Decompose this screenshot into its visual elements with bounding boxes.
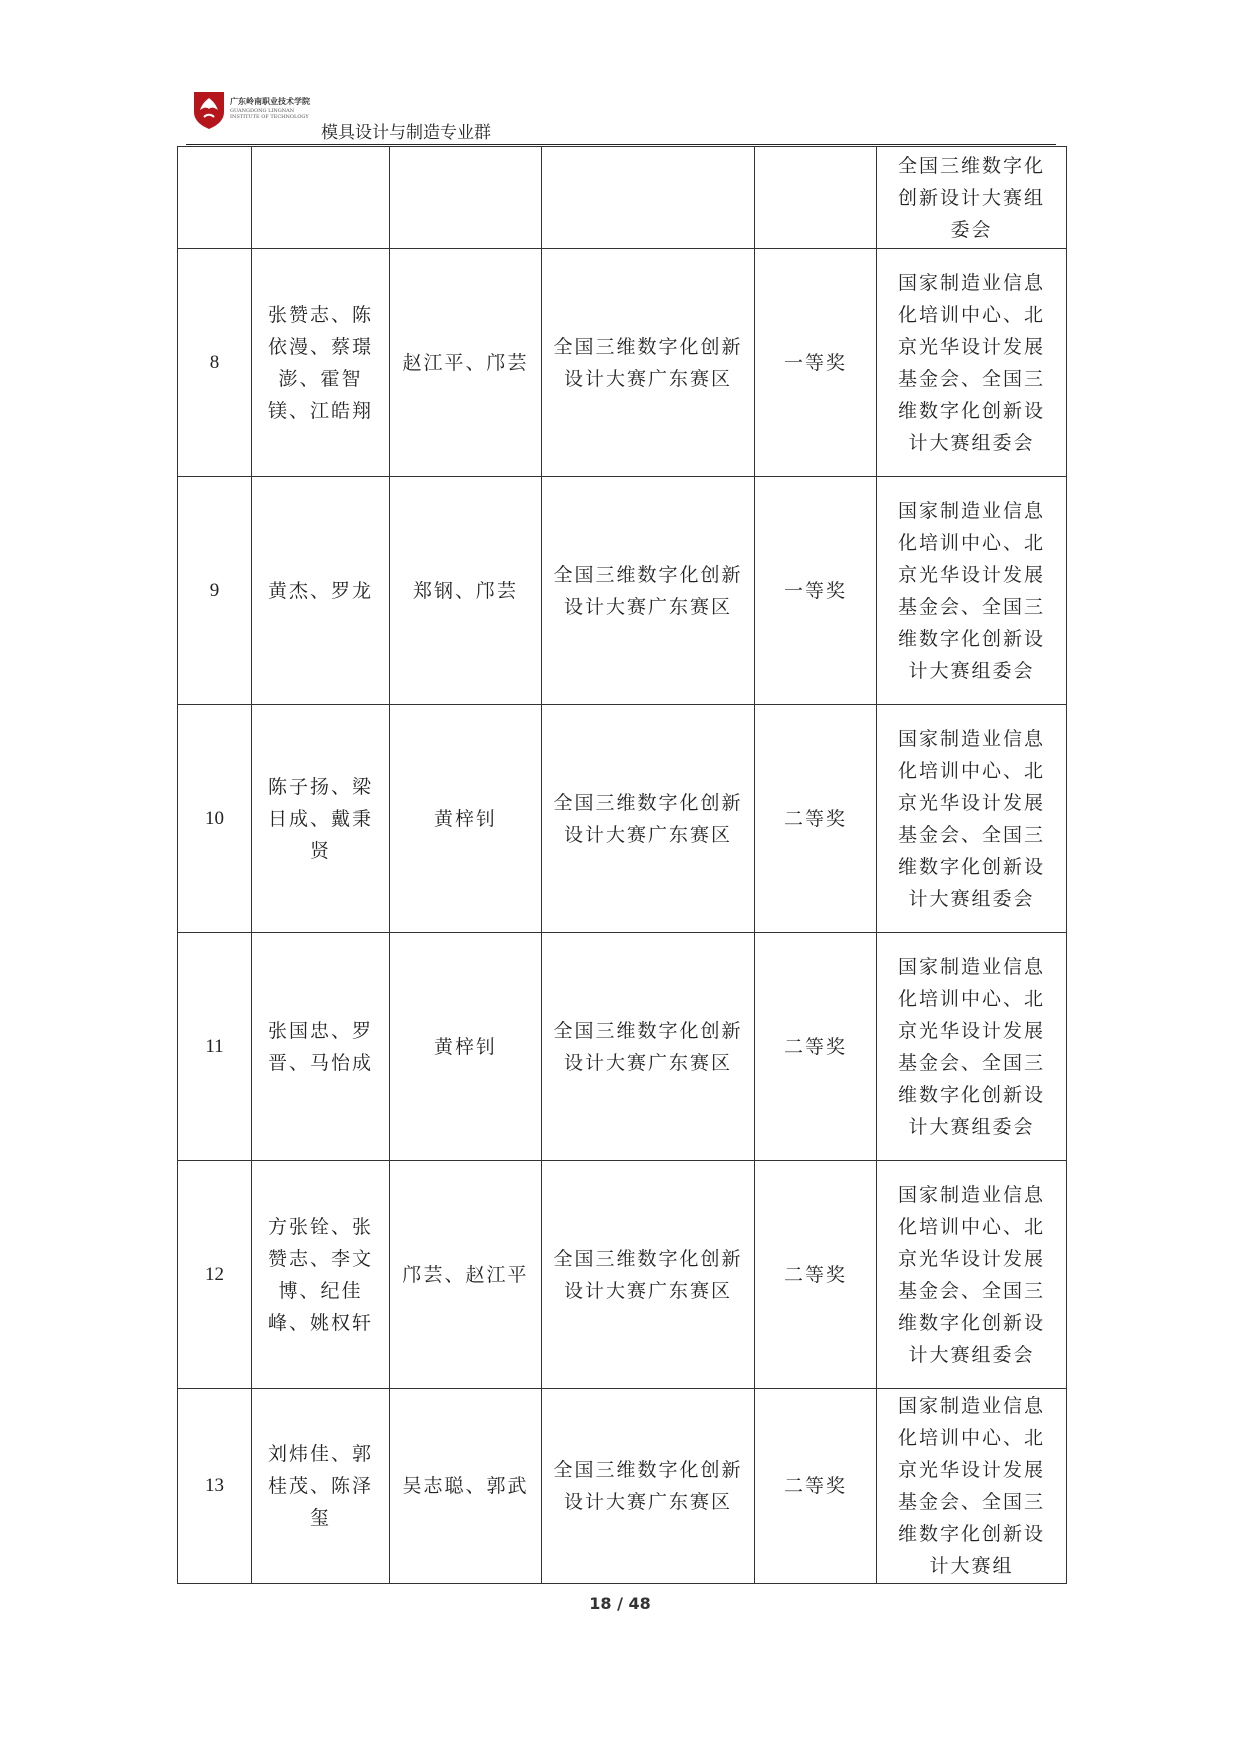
- row-index: 11: [178, 933, 252, 1161]
- organizer-cell: 国家制造业信息化培训中心、北京光华设计发展基金会、全国三维数字化创新设计大赛组委会: [877, 933, 1067, 1161]
- organizer-cell: 国家制造业信息化培训中心、北京光华设计发展基金会、全国三维数字化创新设计大赛组委会: [877, 477, 1067, 705]
- competition-cell: 全国三维数字化创新设计大赛广东赛区: [542, 933, 755, 1161]
- students-cell: 刘炜佳、郭桂茂、陈泽玺: [252, 1389, 390, 1584]
- department-title: 模具设计与制造专业群: [321, 123, 491, 143]
- page-header: [186, 86, 1056, 146]
- row-index: [178, 147, 252, 249]
- organizer-cell: 国家制造业信息化培训中心、北京光华设计发展基金会、全国三维数字化创新设计大赛组委会: [877, 705, 1067, 933]
- row-index: 9: [178, 477, 252, 705]
- organizer-cell: 国家制造业信息化培训中心、北京光华设计发展基金会、全国三维数字化创新设计大赛组: [877, 1389, 1067, 1584]
- award-cell: 二等奖: [755, 933, 877, 1161]
- students-cell: 方张铨、张赞志、李文博、纪佳峰、姚权轩: [252, 1161, 390, 1389]
- students-cell: 陈子扬、梁日成、戴秉贤: [252, 705, 390, 933]
- competition-cell: 全国三维数字化创新设计大赛广东赛区: [542, 1389, 755, 1584]
- table-row: [178, 1389, 1067, 1584]
- students-cell: [252, 147, 390, 249]
- competition-cell: [542, 147, 755, 249]
- row-index: 13: [178, 1389, 252, 1584]
- organizer-cell: 国家制造业信息化培训中心、北京光华设计发展基金会、全国三维数字化创新设计大赛组委会: [877, 249, 1067, 477]
- award-cell: 二等奖: [755, 1389, 877, 1584]
- competition-cell: 全国三维数字化创新设计大赛广东赛区: [542, 477, 755, 705]
- table-row: [178, 147, 1067, 249]
- row-index: 10: [178, 705, 252, 933]
- teachers-cell: [390, 147, 542, 249]
- table-row: [178, 705, 1067, 933]
- teachers-cell: 黄梓钊: [390, 705, 542, 933]
- table-row: [178, 1161, 1067, 1389]
- row-index: 12: [178, 1161, 252, 1389]
- students-cell: 张赞志、陈依漫、蔡璟澎、霍智镁、江皓翔: [252, 249, 390, 477]
- header-divider: [186, 144, 1056, 145]
- award-cell: [755, 147, 877, 249]
- table-row: [178, 477, 1067, 705]
- award-cell: 一等奖: [755, 249, 877, 477]
- school-name: 广东岭南职业技术学院: [230, 97, 310, 106]
- table-row: [178, 933, 1067, 1161]
- school-logo-icon: [192, 90, 226, 130]
- award-cell: 二等奖: [755, 705, 877, 933]
- award-cell: 一等奖: [755, 477, 877, 705]
- organizer-cell: 全国三维数字化创新设计大赛组委会: [877, 147, 1067, 249]
- teachers-cell: 邝芸、赵江平: [390, 1161, 542, 1389]
- awards-table: [177, 146, 1067, 1584]
- teachers-cell: 赵江平、邝芸: [390, 249, 542, 477]
- teachers-cell: 黄梓钊: [390, 933, 542, 1161]
- students-cell: 黄杰、罗龙: [252, 477, 390, 705]
- award-cell: 二等奖: [755, 1161, 877, 1389]
- teachers-cell: 吴志聪、郭武: [390, 1389, 542, 1584]
- table-row: [178, 249, 1067, 477]
- students-cell: 张国忠、罗晋、马怡成: [252, 933, 390, 1161]
- competition-cell: 全国三维数字化创新设计大赛广东赛区: [542, 1161, 755, 1389]
- competition-cell: 全国三维数字化创新设计大赛广东赛区: [542, 705, 755, 933]
- page-number: 18 / 48: [589, 1594, 651, 1613]
- teachers-cell: 郑钢、邝芸: [390, 477, 542, 705]
- row-index: 8: [178, 249, 252, 477]
- competition-cell: 全国三维数字化创新设计大赛广东赛区: [542, 249, 755, 477]
- organizer-cell: 国家制造业信息化培训中心、北京光华设计发展基金会、全国三维数字化创新设计大赛组委会: [877, 1161, 1067, 1389]
- school-name-en: GUANGDONG LINGNAN INSTITUTE OF TECHNOLOGY: [230, 108, 309, 120]
